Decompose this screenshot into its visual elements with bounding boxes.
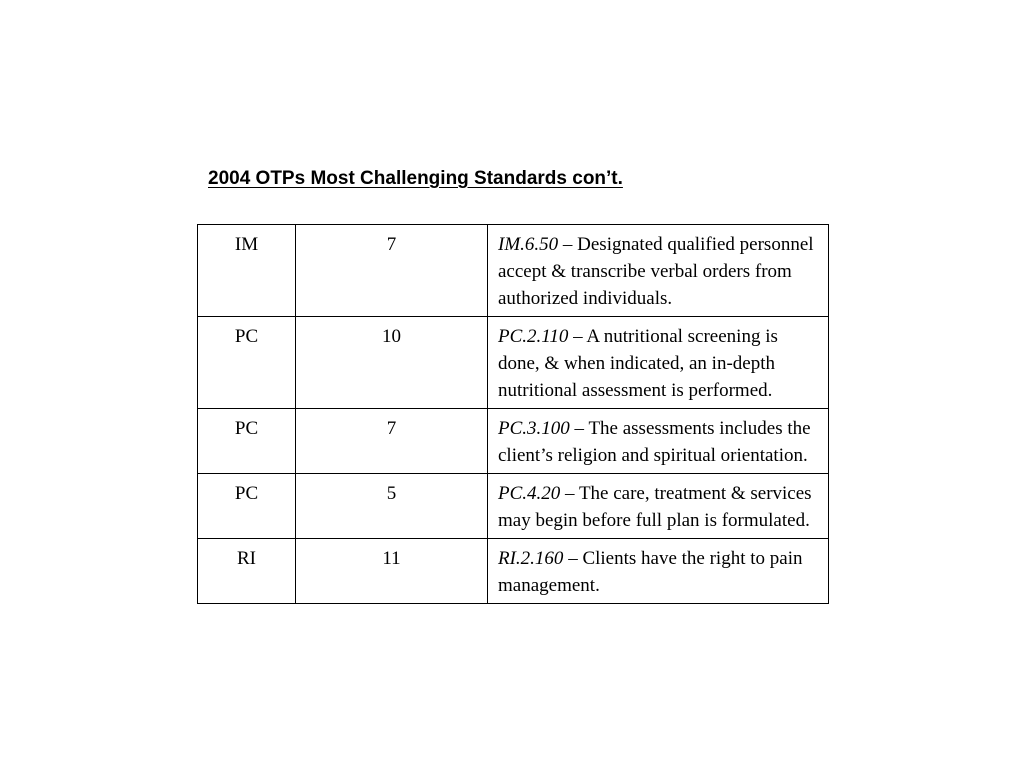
count-cell: 10	[296, 317, 488, 409]
standard-text: – Designated qualified personnel accept & transcribe verbal orders from authorized individuals.	[498, 234, 814, 309]
area-cell: PC	[198, 474, 296, 539]
table-row	[198, 474, 829, 539]
table-row	[198, 317, 829, 409]
table-row	[198, 409, 829, 474]
standards-table	[197, 224, 829, 604]
description-cell	[488, 409, 829, 474]
count-cell: 5	[296, 474, 488, 539]
standard-code: RI.2.160	[498, 548, 564, 569]
count-cell: 7	[296, 409, 488, 474]
description-cell	[488, 317, 829, 409]
standard-code: IM.6.50	[498, 234, 559, 255]
standard-code: PC.3.100	[498, 418, 570, 439]
standard-code: PC.2.110	[498, 326, 569, 347]
area-cell: PC	[198, 317, 296, 409]
slide-title: 2004 OTPs Most Challenging Standards con’t.	[208, 168, 623, 189]
standard-text: – The assessments includes the client’s religion and spiritual orientation.	[498, 418, 811, 466]
table-row	[198, 225, 829, 317]
count-cell: 7	[296, 225, 488, 317]
description-cell	[488, 225, 829, 317]
standard-text: – Clients have the right to pain management.	[498, 548, 803, 596]
standard-text: – A nutritional screening is done, & when indicated, an in-depth nutritional assessment is performed.	[498, 326, 778, 401]
standard-code: PC.4.20	[498, 483, 561, 504]
description-cell	[488, 539, 829, 604]
area-cell: RI	[198, 539, 296, 604]
standard-text: – The care, treatment & services may begin before full plan is formulated.	[498, 483, 812, 531]
area-cell: IM	[198, 225, 296, 317]
count-cell: 11	[296, 539, 488, 604]
area-cell: PC	[198, 409, 296, 474]
description-cell	[488, 474, 829, 539]
table-row	[198, 539, 829, 604]
